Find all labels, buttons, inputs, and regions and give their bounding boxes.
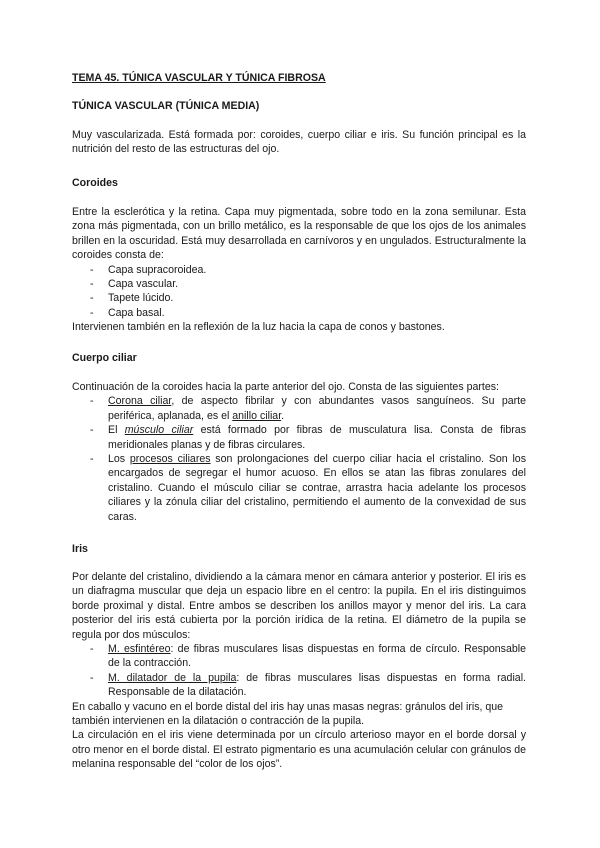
ciliar-paragraph: Continuación de la coroides hacia la parte anterior del ojo. Consta de las siguientes partes: (72, 381, 499, 393)
item-text: : de fibras musculares lisas dispuestas en forma radial. Responsable de la dilatación. (108, 671, 526, 699)
term-anillo-ciliar: anillo ciliar (232, 409, 282, 422)
list-item: - Tapete lúcido. (72, 291, 526, 305)
item-text: El (108, 424, 125, 437)
document-title: TEMA 45. TÚNICA VASCULAR Y TÚNICA FIBROSA (72, 72, 326, 84)
section-heading: TÚNICA VASCULAR (TÚNICA MEDIA) (72, 100, 260, 112)
iris-section (72, 570, 526, 772)
term-esfintereo: M. esfintéreo (108, 643, 171, 656)
item-text: son prolongaciones del cuerpo ciliar hacia el cristalino. Son los encargados de segregar el humor acuoso. En ellos se atan las fibras zonulares del cristalino. Cuando el músculo ciliar se contrae, arrastra hacia adelante los procesos ciliares y la zónula ciliar del cristalino, permitiendo el aumento de la convexidad de sus caras. (108, 453, 526, 523)
list-item (72, 642, 526, 671)
ciliar-heading: Cuerpo ciliar (72, 352, 137, 364)
item-text: Los (108, 453, 130, 466)
intro-paragraph: Muy vascularizada. Está formada por: coroides, cuerpo ciliar e iris. Su función principal es la nutrición del resto de las estructuras del ojo. (72, 129, 526, 156)
coroides-paragraph: Entre la esclerótica y la retina. Capa muy pigmentada, sobre todo en la zona semilunar. Esta zona más pigmentada, con un brillo metálico, es la responsable de que los ojos de los animales brillen en la oscuridad. Está muy desarrollada en carnívoros y en ungulados. Estructuralmente la coroides consta de: (72, 206, 526, 262)
iris-paragraph: Por delante del cristalino, dividiendo a la cámara menor en cámara anterior y posterior. El iris es un diafragma muscular que deja un espacio libre en el centro: la pupila. En el iris distinguimos borde proximal y distal. Entre ambos se describen los anillos mayor y menor del iris. La cara posterior del iris está cubierta por la porción irídica de la retina. El diámetro de la pupila se regula por dos músculos: (72, 571, 526, 641)
list-item: - Capa supracoroidea. (72, 263, 526, 277)
coroides-heading: Coroides (72, 177, 118, 189)
ciliar-list (72, 394, 526, 524)
term-musculo-ciliar: músculo ciliar (124, 424, 194, 437)
list-item (72, 423, 526, 452)
term-corona-ciliar: Corona ciliar (108, 395, 172, 408)
iris-heading: Iris (72, 543, 88, 555)
coroides-section (72, 205, 526, 335)
iris-after-1: En caballo y vacuno en el borde distal del iris hay unas masas negras: gránulos del iris, que también intervienen en la dilatación o contracción de la pupila. (72, 700, 504, 728)
item-text: : de fibras musculares lisas dispuestas en forma de círculo. Responsable de la contracción. (108, 643, 526, 670)
list-item (72, 394, 526, 423)
list-item (72, 452, 526, 524)
list-item (72, 671, 526, 700)
term-procesos-ciliares: procesos ciliares (129, 453, 211, 466)
iris-list (72, 642, 526, 700)
coroides-after: Intervienen también en la reflexión de la luz hacia la capa de conos y bastones. (72, 321, 445, 334)
ciliar-section (72, 380, 526, 524)
coroides-list (72, 263, 526, 321)
item-text: . (281, 409, 285, 422)
item-text: , de aspecto fibrilar y con abundantes vasos sanguíneos. Su parte periférica, aplanada, es el (108, 395, 527, 422)
list-item: - Capa vascular. (72, 277, 526, 291)
list-item: - Capa basal. (72, 306, 526, 320)
iris-after-2: La circulación en el iris viene determinada por un círculo arterioso mayor en el borde dorsal y otro menor en el borde distal. El estrato pigmentario es una acumulación celular con gránulos de melanina responsable del “color de los ojos”. (72, 729, 526, 771)
term-dilatador: M. dilatador de la pupila (108, 671, 237, 684)
item-text: está formado por fibras de musculatura lisa. Consta de fibras meridionales planas y de fibras circulares. (108, 424, 526, 451)
